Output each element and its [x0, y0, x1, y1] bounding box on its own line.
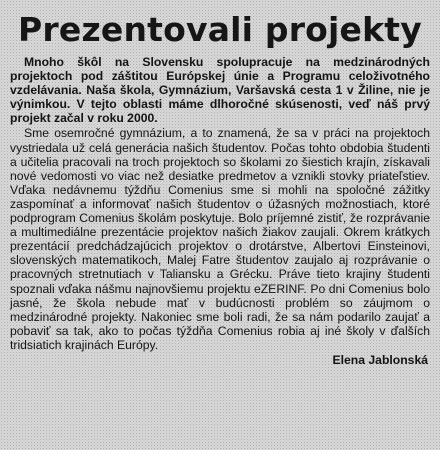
article-author: Elena Jablonská [332, 352, 428, 367]
article-body [10, 55, 430, 352]
article-lead-paragraph: Mnoho škôl na Slovensku spolupracuje na medzinárodných projektoch pod záštitou Európskej únie a Programu celoživotného vzdelávania. Naša škola, Gymnázium, Varšavská cesta 1 v Žiline, nie je výnimkou. V tejto oblasti máme dlhoročné skúsenosti, veď náš prvý projekt začal v roku 2000. [10, 55, 430, 126]
article-headline: Prezentovali projekty [18, 10, 422, 49]
article-main-paragraph: Sme osemročné gymnázium, a to znamená, že sa v práci na projektoch vystriedala už celá generácia našich študentov. Počas tohto obdobia študenti a učitelia pracovali na troch projektoch so školami zo šiestich krajín, získavali nové vedomosti vo viac než desiatke predmetov a vznikli stovky priateľstiev. Vďaka nedávnemu týždňu Comenius sme si mohli na spoločné zážitky zaspomínať a informovať našich študentov o úžasných možnostiach, ktoré podprogram Comenius školám poskytuje. Bolo príjemné zistiť, že rozprávanie a multimediálne prezentácie projektov našich žiakov zaujali. Okrem krátkych prezentácií predchádzajúcich projektov o drotárstve, Albertovi Einsteinovi, slovenských matematikoch, Malej Fatre študentov zaujalo aj rozprávanie o pracovných stretnutiach v Taliansku a Grécku. Práve tieto krajiny študenti spoznali vďaka nášmu najnovšiemu projektu eZERINF. Po dni Comenius bolo jasné, že škola nebude mať v budúcnosti problém so záujmom o medzinárodné projekty. Nakoniec sme boli radi, že sa nám podarilo zaujať a pobaviť sa tak, ako to počas týždňa Comenius robia aj iné školy v ďalších tridsiatich krajinách Európy. [10, 126, 430, 352]
